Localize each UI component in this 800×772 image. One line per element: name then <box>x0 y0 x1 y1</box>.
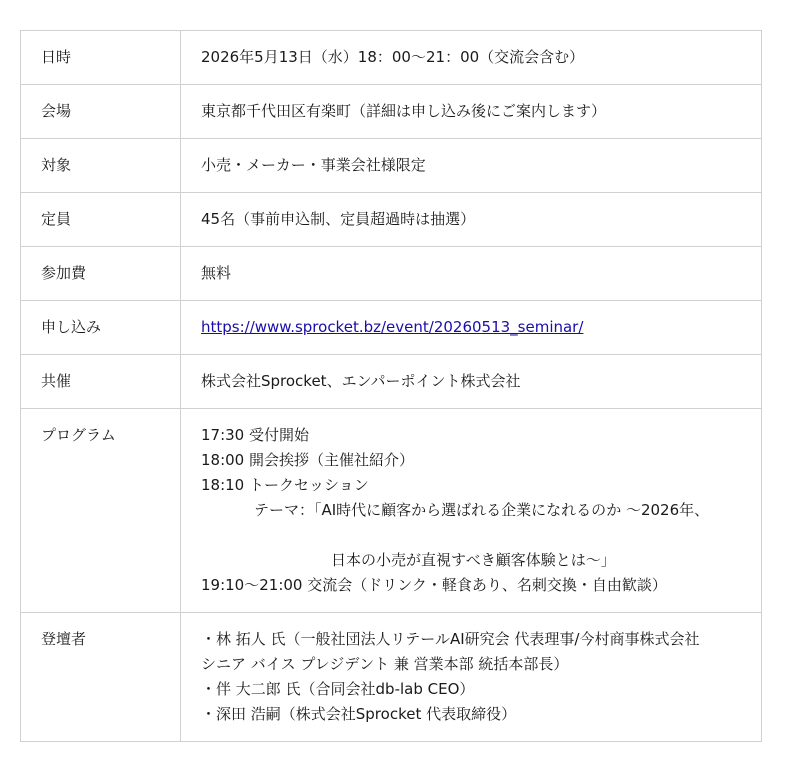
speaker-line: ・伴 大二郎 氏（合同会社db-lab CEO） <box>201 680 475 698</box>
speaker-line: シニア バイス プレジデント 兼 営業本部 統括本部長） <box>201 655 569 673</box>
table-row-fee <box>21 247 762 301</box>
registration-link[interactable]: https://www.sprocket.bz/event/20260513_seminar/ <box>201 318 584 336</box>
table-row-capacity <box>21 193 762 247</box>
program-line: 19:10〜21:00 交流会（ドリンク・軽食あり、名刺交換・自由歓談） <box>201 576 667 594</box>
row-value <box>181 301 762 355</box>
table-row-host <box>21 355 762 409</box>
speaker-line: ・林 拓人 氏（一般社団法人リテールAI研究会 代表理事/今村商事株式会社 <box>201 630 700 648</box>
row-value: 株式会社Sprocket、エンパーポイント株式会社 <box>181 355 762 409</box>
program-theme-line: テーマ：「AI時代に顧客から選ばれる企業になれるのか 〜2026年、 <box>254 501 710 519</box>
table-row-apply <box>21 301 762 355</box>
row-value <box>181 409 762 613</box>
row-label: 定員 <box>21 193 181 247</box>
row-value: 小売・メーカー・事業会社様限定 <box>181 139 762 193</box>
row-value: 東京都千代田区有楽町（詳細は申し込み後にご案内します） <box>181 85 762 139</box>
row-label: プログラム <box>21 409 181 613</box>
program-theme-line: 日本の小売が直視すべき顧客体験とは〜」 <box>331 551 616 569</box>
row-label: 登壇者 <box>21 613 181 742</box>
row-label: 対象 <box>21 139 181 193</box>
program-line: 18:10 トークセッション <box>201 476 369 494</box>
row-value: 2026年5月13日（水）18：00〜21：00（交流会含む） <box>181 31 762 85</box>
row-label: 申し込み <box>21 301 181 355</box>
table-row-venue <box>21 85 762 139</box>
row-label: 参加費 <box>21 247 181 301</box>
program-line: 17:30 受付開始 <box>201 426 309 444</box>
table-row-target <box>21 139 762 193</box>
row-label: 共催 <box>21 355 181 409</box>
row-value: 無料 <box>181 247 762 301</box>
row-label: 日時 <box>21 31 181 85</box>
speaker-line: ・深田 浩嗣（株式会社Sprocket 代表取締役） <box>201 705 517 723</box>
row-value: 45名（事前申込制、定員超過時は抽選） <box>181 193 762 247</box>
table-row-program <box>21 409 762 613</box>
row-value <box>181 613 762 742</box>
table-row-date <box>21 31 762 85</box>
table-row-speakers <box>21 613 762 742</box>
row-label: 会場 <box>21 85 181 139</box>
event-details-table <box>20 30 762 742</box>
program-line: 18:00 開会挨拶（主催社紹介） <box>201 451 414 469</box>
